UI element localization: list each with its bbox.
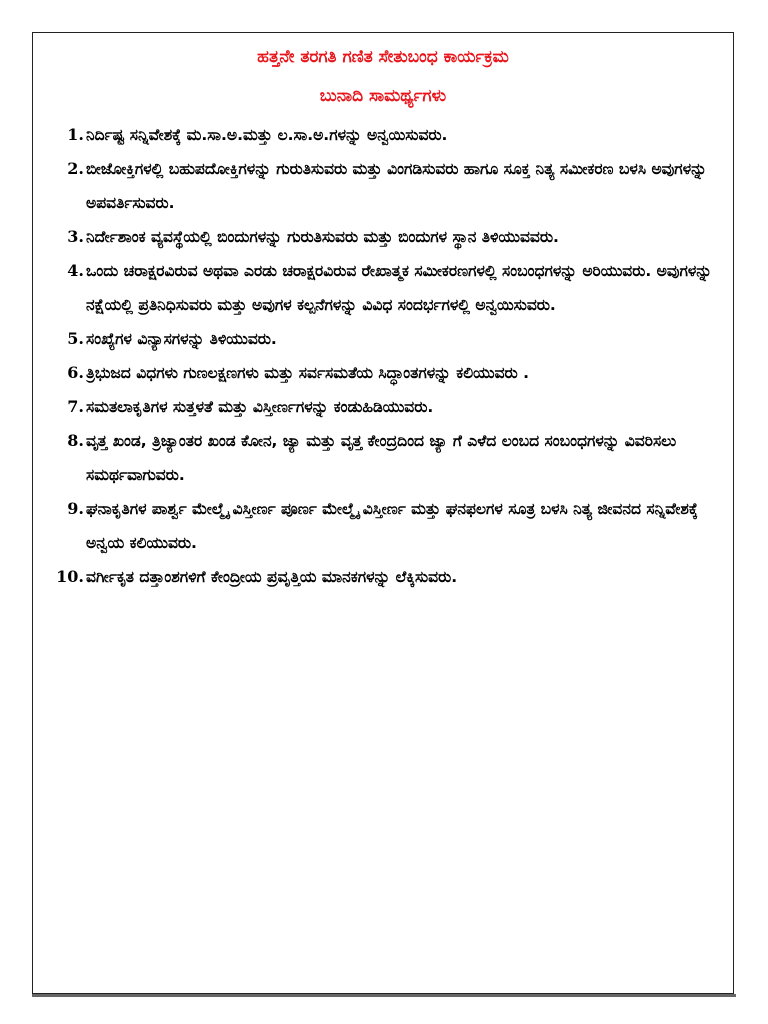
- list-item: [54, 254, 720, 322]
- item-number: 7.: [67, 397, 84, 416]
- item-number: 4.: [67, 261, 84, 280]
- item-number: 3.: [67, 227, 84, 246]
- list-item: [54, 356, 720, 390]
- bottom-rule: [32, 994, 736, 997]
- list-item: [54, 220, 720, 254]
- item-text: ತ್ರಿಭುಜದ ವಿಧಗಳು ಗುಣಲಕ್ಷಣಗಳು ಮತ್ತು ಸರ್ವಸಮತೆಯ ಸಿದ್ಧಾಂತಗಳನ್ನು ಕಲಿಯುವರು .: [86, 364, 529, 382]
- item-number: 6.: [67, 363, 84, 382]
- item-text: ಸಮತಲಾಕೃತಿಗಳ ಸುತ್ತಳತೆ ಮತ್ತು ವಿಸ್ತೀರ್ಣಗಳನ್ನು ಕಂಡುಹಿಡಿಯುವರು.: [86, 398, 434, 416]
- item-text: ನಿರ್ದೇಶಾಂಕ ವ್ಯವಸ್ಥೆಯಲ್ಲಿ ಬಿಂದುಗಳನ್ನು ಗುರುತಿಸುವರು ಮತ್ತು ಬಿಂದುಗಳ ಸ್ಥಾನ ತಿಳಿಯುವವರು.: [86, 228, 559, 246]
- item-text: ಸಂಖ್ಯೆಗಳ ವಿನ್ಯಾಸಗಳನ್ನು ತಿಳಿಯುವರು.: [86, 330, 277, 348]
- list-item: [54, 560, 720, 594]
- list-item: [54, 390, 720, 424]
- item-number: 1.: [67, 125, 84, 144]
- item-text: ವರ್ಗೀಕೃತ ದತ್ತಾಂಶಗಳಿಗೆ ಕೇಂದ್ರೀಯ ಪ್ರವೃತ್ತಿಯ ಮಾನಕಗಳನ್ನು ಲೆಕ್ಕಿಸುವರು.: [86, 568, 458, 586]
- item-number: 10.: [56, 567, 84, 586]
- list-item: [54, 118, 720, 152]
- competency-list: [54, 118, 720, 594]
- item-text: ನಿರ್ದಿಷ್ಟ ಸನ್ನಿವೇಶಕ್ಕೆ ಮ.ಸಾ.ಅ.ಮತ್ತು ಲ.ಸಾ.ಅ.ಗಳನ್ನು ಅನ್ವಯಿಸುವರು.: [86, 126, 448, 144]
- page-title: ಹತ್ತನೇ ತರಗತಿ ಗಣಿತ ಸೇತುಬಂಧ ಕಾರ್ಯಕ್ರಮ: [257, 47, 509, 67]
- item-text: ಒಂದು ಚರಾಕ್ಷರವಿರುವ ಅಥವಾ ಎರಡು ಚರಾಕ್ಷರವಿರುವ ರೇಖಾತ್ಮಕ ಸಮೀಕರಣಗಳಲ್ಲಿ ಸಂಬಂಧಗಳನ್ನು ಅರಿಯುವರು. ಅವುಗಳನ್ನು ನಕ್ಷೆಯಲ್ಲಿ ಪ್ರತಿನಿಧಿಸುವರು ಮತ್ತು ಅವುಗಳ ಕಲ್ಪನೆಗಳನ್ನು ವಿವಿಧ ಸಂದರ್ಭಗಳಲ್ಲಿ ಅನ್ವಯಿಸುವರು.: [86, 262, 712, 314]
- item-number: 5.: [67, 329, 84, 348]
- item-text: ಬೀಜೋಕ್ತಿಗಳಲ್ಲಿ ಬಹುಪದೋಕ್ತಿಗಳನ್ನು ಗುರುತಿಸುವರು ಮತ್ತು ವಿಂಗಡಿಸುವರು ಹಾಗೂ ಸೂಕ್ತ ನಿತ್ಯ ಸಮೀಕರಣ ಬಳಸಿ ಅವುಗಳನ್ನು ಅಪವರ್ತಿಸುವರು.: [86, 160, 707, 212]
- item-number: 9.: [67, 499, 84, 518]
- list-item: [54, 152, 720, 220]
- list-item: [54, 492, 720, 560]
- item-text: ಘನಾಕೃತಿಗಳ ಪಾರ್ಶ್ವ ಮೇಲ್ಮೈ ವಿಸ್ತೀರ್ಣ ಪೂರ್ಣ ಮೇಲ್ಮೈ ವಿಸ್ತೀರ್ಣ ಮತ್ತು ಘನಫಲಗಳ ಸೂತ್ರ ಬಳಸಿ ನಿತ್ಯ ಜೀವನದ ಸನ್ನಿವೇಶಕ್ಕೆ ಅನ್ವಯ ಕಲಿಯುವರು.: [86, 500, 698, 552]
- item-number: 8.: [67, 431, 84, 450]
- item-text: ವೃತ್ತ ಖಂಡ, ತ್ರಿಜ್ಯಾಂತರ ಖಂಡ ಕೋನ, ಜ್ಯಾ ಮತ್ತು ವೃತ್ತ ಕೇಂದ್ರದಿಂದ ಜ್ಯಾ ಗೆ ಎಳೆದ ಲಂಬದ ಸಂಬಂಧಗಳನ್ನು ವಿವರಿಸಲು ಸಮರ್ಥವಾಗುವರು.: [86, 432, 677, 484]
- list-item: [54, 322, 720, 356]
- page-subtitle: ಬುನಾದಿ ಸಾಮರ್ಥ್ಯಗಳು: [319, 86, 447, 106]
- list-item: [54, 424, 720, 492]
- item-number: 2.: [67, 159, 84, 178]
